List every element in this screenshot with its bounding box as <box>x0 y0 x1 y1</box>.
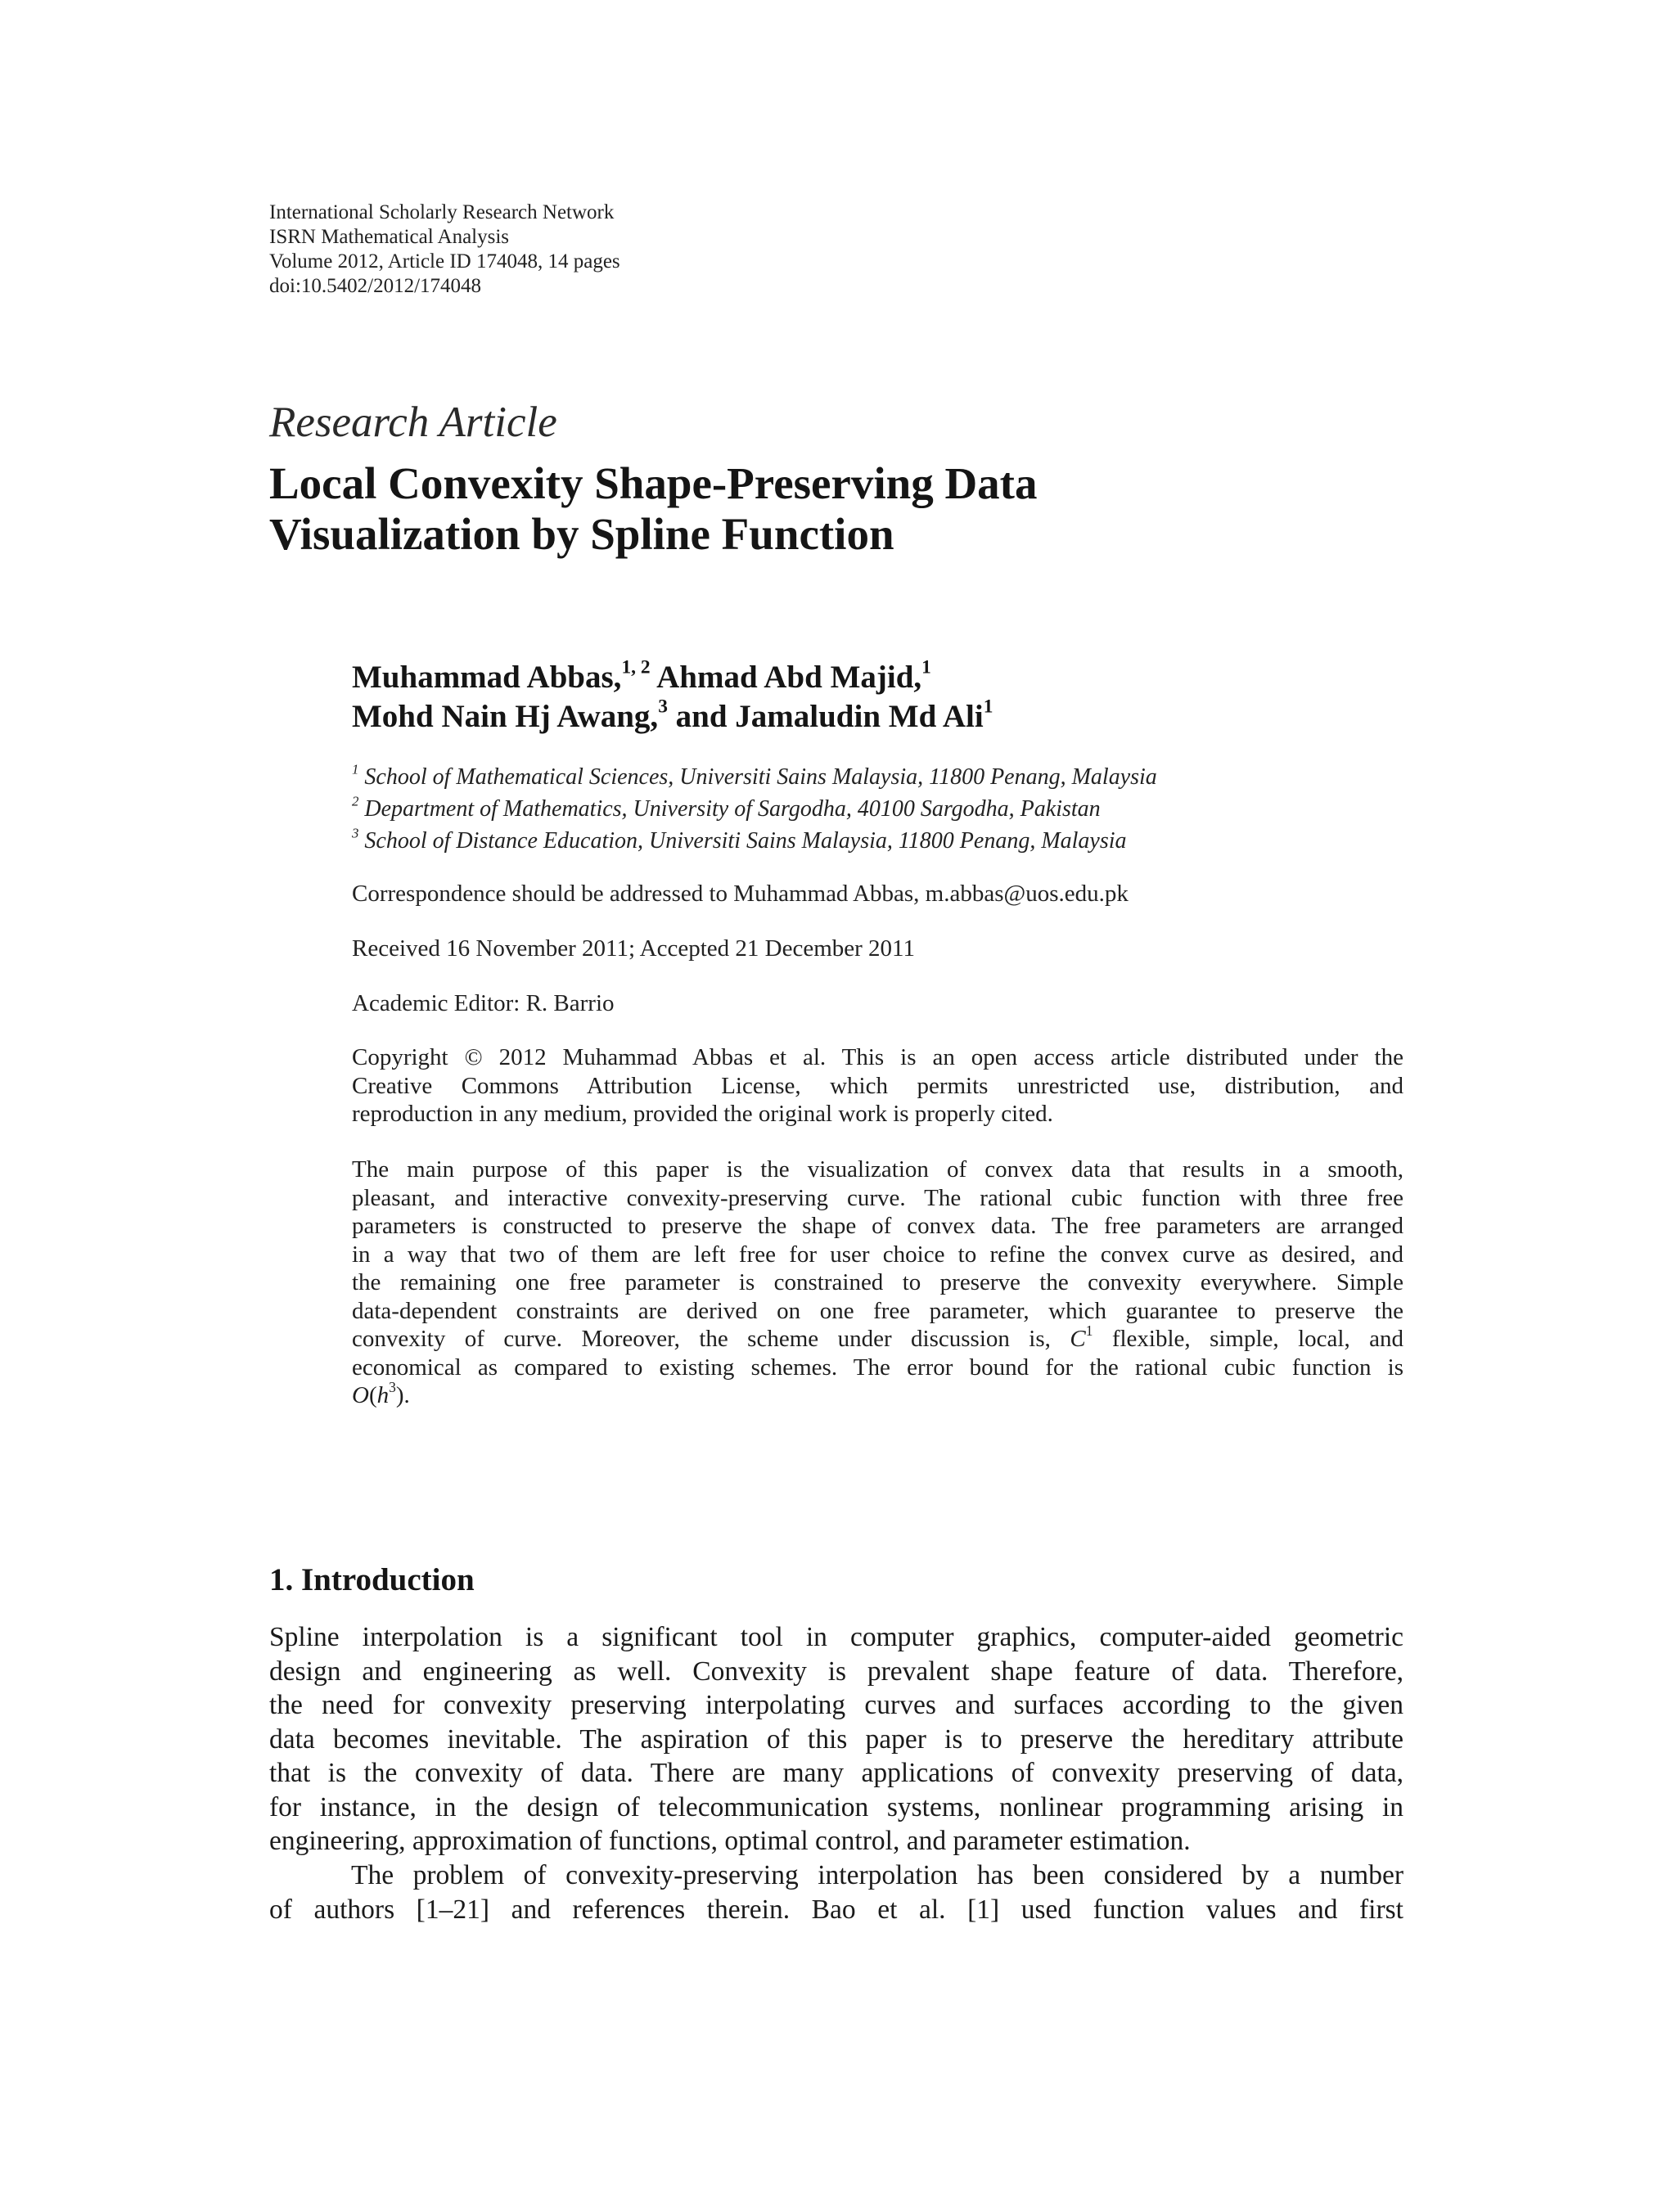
title-line: Local Convexity Shape-Preserving Data <box>269 458 1038 508</box>
intro-line: the need for convexity preserving interpolating curves and surfaces according to the given <box>269 1690 1403 1720</box>
intro-line: that is the convexity of data. There are many applications of convexity preserving of data, <box>269 1758 1403 1788</box>
journal-name: ISRN Mathematical Analysis <box>269 226 510 248</box>
affiliation <box>352 825 1157 857</box>
author-name: Muhammad Abbas, <box>352 660 622 695</box>
author-line <box>352 658 993 697</box>
affiliation <box>352 761 1157 793</box>
math-c-superscript: 1 <box>1085 1322 1093 1339</box>
academic-editor: Academic Editor: R. Barrio <box>352 990 615 1016</box>
author-name: Jamaludin Md Ali <box>735 699 984 734</box>
intro-paragraph-2 <box>269 1858 1403 1926</box>
intro-paragraph-1 <box>269 1620 1403 1858</box>
author-name: Mohd Nain Hj Awang, <box>352 699 659 734</box>
affiliation-text: Department of Mathematics, University of Sargodha, 40100 Sargodha, Pakistan <box>364 796 1101 822</box>
intro-line: engineering, approximation of functions, optimal control, and parameter estimation. <box>269 1826 1191 1856</box>
author-affil-mark: 1 <box>921 656 931 678</box>
abstract-text: convexity of curve. Moreover, the scheme under discussion is, <box>352 1326 1051 1352</box>
affiliation-text: School of Distance Education, Universiti Sains Malaysia, 11800 Penang, Malaysia <box>364 828 1127 854</box>
journal-doi: doi:10.5402/2012/174048 <box>269 275 482 297</box>
intro-line: data becomes inevitable. The aspiration of this paper is to preserve the hereditary attribute <box>269 1723 1403 1755</box>
correspondence: Correspondence should be addressed to Muhammad Abbas, m.abbas@uos.edu.pk <box>352 881 1129 907</box>
journal-header <box>269 200 620 299</box>
abstract-line: the remaining one free parameter is constrained to preserve the convexity everywhere. Simple <box>352 1269 1403 1295</box>
author-affil-mark: 1 <box>983 696 993 718</box>
affiliation-number: 2 <box>352 793 359 809</box>
abstract-line <box>352 1322 1404 1354</box>
section-heading: 1. Introduction <box>269 1562 475 1597</box>
abstract-text: flexible, simple, local, and <box>1111 1326 1404 1352</box>
author-conjunction: and <box>675 699 728 734</box>
affiliation-text: School of Mathematical Sciences, Universiti Sains Malaysia, 11800 Penang, Malaysia <box>364 764 1157 790</box>
intro-line: of authors [1–21] and references therein. Bao et al. [1] used function values and first <box>269 1894 1403 1925</box>
abstract-line: parameters is constructed to preserve the shape of convex data. The free parameters are arranged <box>352 1213 1403 1239</box>
copyright-notice <box>352 1043 1403 1129</box>
math-c: C <box>1070 1326 1086 1352</box>
math-h-superscript: 3 <box>389 1378 396 1395</box>
author-list <box>352 658 993 737</box>
article-kind: Research Article <box>269 399 557 446</box>
affiliation <box>352 793 1157 825</box>
intro-line: The problem of convexity-preserving interpolation has been considered by a number <box>351 1860 1403 1890</box>
author-name: Ahmad Abd Majid, <box>656 660 922 695</box>
abstract-line <box>352 1378 1403 1410</box>
page-title <box>269 458 1497 560</box>
abstract-line: data-dependent constraints are derived on one free parameter, which guarantee to preserve the <box>352 1297 1403 1324</box>
author-line <box>352 697 993 737</box>
math-h: h <box>376 1382 390 1408</box>
copyright-line: reproduction in any medium, provided the original work is properly cited. <box>352 1101 1053 1127</box>
math-big-o: O <box>352 1382 369 1408</box>
journal-network: International Scholarly Research Network <box>269 201 615 223</box>
abstract-line: pleasant, and interactive convexity-preserving curve. The rational cubic function with three free <box>352 1184 1403 1211</box>
intro-line: for instance, in the design of telecommunication systems, nonlinear programming arising in <box>269 1791 1403 1822</box>
author-affil-mark: 1, 2 <box>621 656 651 678</box>
abstract-line: The main purpose of this paper is the visualization of convex data that results in a smooth, <box>352 1156 1403 1183</box>
copyright-line: Creative Commons Attribution License, which permits unrestricted use, distribution, and <box>352 1072 1403 1099</box>
abstract <box>352 1156 1403 1410</box>
author-affil-mark: 3 <box>658 696 668 718</box>
copyright-line: Copyright © 2012 Muhammad Abbas et al. This is an open access article distributed under the <box>352 1044 1403 1070</box>
title-line: Visualization by Spline Function <box>269 509 894 559</box>
affiliation-list <box>352 761 1157 857</box>
affiliation-number: 1 <box>352 761 359 777</box>
math-paren: ). <box>395 1382 410 1408</box>
received-accepted-dates: Received 16 November 2011; Accepted 21 December 2011 <box>352 935 915 962</box>
affiliation-number: 3 <box>352 825 359 841</box>
journal-volume: Volume 2012, Article ID 174048, 14 pages <box>269 250 620 273</box>
intro-line: design and engineering as well. Convexity is prevalent shape feature of data. Therefore, <box>269 1656 1403 1687</box>
abstract-line: economical as compared to existing schemes. The error bound for the rational cubic function is <box>352 1354 1403 1381</box>
abstract-line: in a way that two of them are left free for user choice to refine the convex curve as desired, and <box>352 1241 1403 1268</box>
intro-line: Spline interpolation is a significant tool in computer graphics, computer-aided geometric <box>269 1622 1403 1652</box>
math-paren: ( <box>368 1382 377 1408</box>
